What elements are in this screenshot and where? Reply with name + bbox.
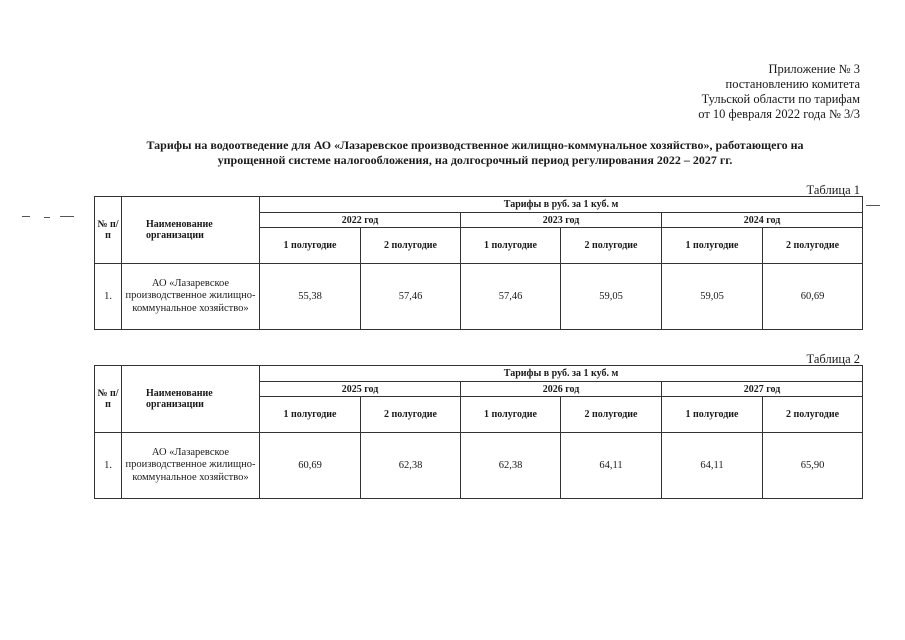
tariff-value: 64,11 [662,433,763,499]
tariff-value: 60,69 [260,433,361,499]
tariff-header: Тарифы в руб. за 1 куб. м [260,197,863,213]
org-name-cell: АО «Лазаревское производственное жилищно-коммунальное хозяйство» [122,433,260,499]
appendix-line: от 10 февраля 2022 года № 3/3 [698,107,860,121]
tariff-table-2 [94,365,863,499]
title-line-2: упрощенной системе налогообложения, на долгосрочный период регулирования 2022 – 2027 гг. [217,153,733,167]
tariff-value: 62,38 [361,433,461,499]
org-name-cell: АО «Лазаревское производственное жилищно-коммунальное хозяйство» [122,264,260,330]
tariff-value: 64,11 [561,433,662,499]
num-header: № п/п [95,366,122,433]
table-2-label: Таблица 2 [806,352,860,366]
scan-mark [22,216,30,217]
appendix-line: Приложение № 3 [768,62,860,76]
half-year-header: 1 полугодие [461,397,561,433]
tariff-value: 62,38 [461,433,561,499]
tariff-value: 57,46 [361,264,461,330]
tariff-value: 59,05 [561,264,662,330]
tariff-value: 65,90 [763,433,863,499]
scan-mark [60,216,74,217]
tariff-table-1 [94,196,863,330]
year-header: 2023 год [461,213,662,228]
tariff-value: 60,69 [763,264,863,330]
tariff-header: Тарифы в руб. за 1 куб. м [260,366,863,382]
half-year-header: 1 полугодие [260,397,361,433]
scan-mark [866,205,880,206]
half-year-header: 2 полугодие [763,228,863,264]
tariff-value: 59,05 [662,264,763,330]
table-row [95,264,863,330]
num-header: № п/п [95,197,122,264]
appendix-block [698,62,860,122]
year-header: 2027 год [662,382,863,397]
table-row [95,433,863,499]
half-year-header: 1 полугодие [260,228,361,264]
scan-mark [44,217,50,218]
org-name-header: Наименование организации [122,366,260,433]
year-header: 2025 год [260,382,461,397]
half-year-header: 2 полугодие [561,397,662,433]
half-year-header: 2 полугодие [561,228,662,264]
year-header: 2026 год [461,382,662,397]
half-year-header: 2 полугодие [763,397,863,433]
org-name-header: Наименование организации [122,197,260,264]
row-number: 1. [95,264,122,330]
appendix-line: Тульской области по тарифам [701,92,860,106]
year-header: 2024 год [662,213,863,228]
row-number: 1. [95,433,122,499]
tariff-value: 55,38 [260,264,361,330]
title-line-1: Тарифы на водоотведение для АО «Лазаревское производственное жилищно-коммунальное хозяйство», работающего на [146,138,804,152]
half-year-header: 1 полугодие [662,228,763,264]
half-year-header: 2 полугодие [361,397,461,433]
half-year-header: 2 полугодие [361,228,461,264]
table-1-label: Таблица 1 [806,183,860,197]
half-year-header: 1 полугодие [461,228,561,264]
document-title [95,138,855,168]
year-header: 2022 год [260,213,461,228]
half-year-header: 1 полугодие [662,397,763,433]
tariff-value: 57,46 [461,264,561,330]
appendix-line: постановлению комитета [725,77,860,91]
